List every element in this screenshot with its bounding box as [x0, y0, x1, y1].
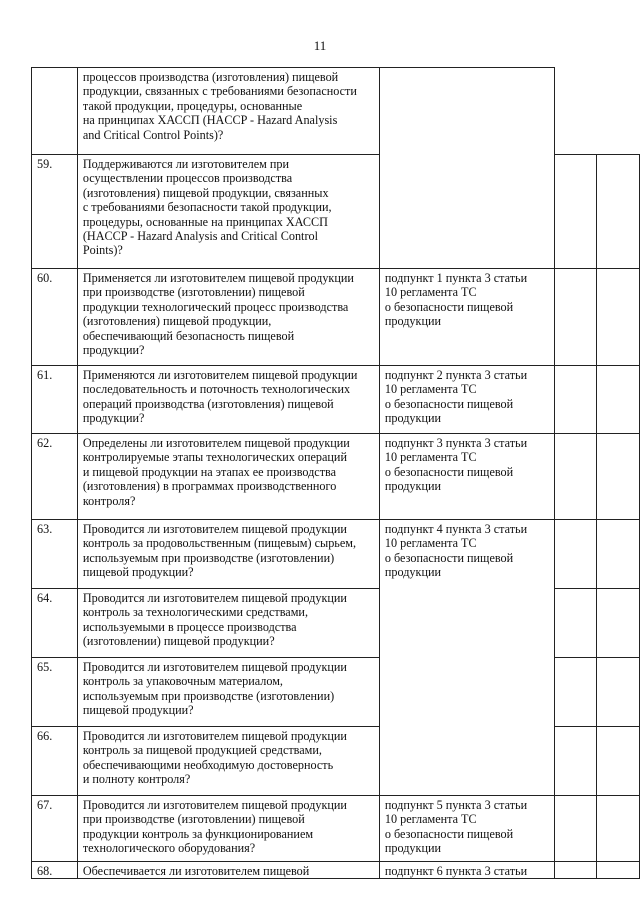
- question-line: Обеспечивается ли изготовителем пищевой: [82, 864, 310, 878]
- question-line: контроль за пищевой продукцией средствами,: [82, 743, 322, 758]
- requirement-reference-cell: [379, 366, 554, 434]
- question-line: продукции?: [82, 343, 145, 358]
- reference-line: о безопасности пищевой: [384, 396, 514, 411]
- answer-no-cell[interactable]: [596, 796, 639, 862]
- question-line: Проводится ли изготовителем пищевой продукции: [82, 591, 347, 605]
- answer-no-cell[interactable]: [596, 520, 639, 589]
- reference-line: подпункт 3 пункта 3 статьи: [384, 436, 528, 450]
- requirement-reference-cell: [379, 796, 554, 862]
- question-line: пищевой продукции?: [82, 703, 194, 718]
- question-cell: [77, 520, 379, 589]
- reference-line: о безопасности пищевой: [384, 464, 514, 479]
- question-line: Проводится ли изготовителем пищевой продукции: [82, 660, 347, 674]
- question-cell: [77, 796, 379, 862]
- table-row: [32, 862, 640, 879]
- question-line: продукции, связанных с требованиями безопасности: [82, 84, 357, 99]
- question-line: используемым при производстве (изготовлении): [82, 550, 335, 565]
- question-line: контроль за продовольственным (пищевым) сырьем,: [82, 536, 357, 551]
- question-line: Проводится ли изготовителем пищевой продукции: [82, 798, 347, 812]
- table-row: [32, 434, 640, 520]
- question-line: технологического оборудования?: [82, 841, 256, 856]
- question-line: (изготовления) пищевой продукции,: [82, 314, 272, 329]
- reference-line: о безопасности пищевой: [384, 826, 514, 841]
- question-line: используемым при производстве (изготовлении): [82, 688, 335, 703]
- question-line: Проводится ли изготовителем пищевой продукции: [82, 522, 347, 536]
- row-number: 60.: [32, 269, 78, 366]
- row-number: 68.: [32, 862, 78, 879]
- question-line: Применяется ли изготовителем пищевой продукции: [82, 271, 354, 285]
- requirement-reference-cell: [379, 434, 554, 520]
- question-line: операций производства (изготовления) пищевой: [82, 396, 334, 411]
- reference-line: продукции: [384, 479, 442, 494]
- answer-no-cell[interactable]: [596, 727, 639, 796]
- answer-yes-cell[interactable]: [554, 520, 596, 589]
- reference-line: продукции: [384, 314, 442, 329]
- reference-line: подпункт 6 пункта 3 статьи: [384, 864, 528, 878]
- page-number: 11: [313, 38, 327, 53]
- question-line: при производстве (изготовлении) пищевой: [82, 285, 305, 300]
- answer-no-cell[interactable]: [596, 155, 639, 269]
- row-number: 65.: [32, 658, 78, 727]
- question-line: Применяются ли изготовителем пищевой продукции: [82, 368, 358, 382]
- question-line: (изготовлении) пищевой продукции?: [82, 634, 275, 649]
- answer-no-cell[interactable]: [596, 366, 639, 434]
- answer-yes-cell[interactable]: [554, 589, 596, 658]
- answer-yes-cell[interactable]: [554, 155, 596, 269]
- question-cell: [77, 589, 379, 658]
- row-number: 66.: [32, 727, 78, 796]
- question-cell: [77, 269, 379, 366]
- question-line: продукции технологический процесс производства: [82, 299, 349, 314]
- reference-line: продукции: [384, 841, 442, 856]
- row-number: 62.: [32, 434, 78, 520]
- question-line: контроля?: [82, 493, 136, 508]
- answer-yes-cell[interactable]: [554, 366, 596, 434]
- reference-line: подпункт 5 пункта 3 статьи: [384, 798, 528, 812]
- table-row: [32, 796, 640, 862]
- answer-yes-cell[interactable]: [554, 658, 596, 727]
- question-line: Points)?: [82, 243, 123, 258]
- reference-line: подпункт 1 пункта 3 статьи: [384, 271, 528, 285]
- question-line: продукции контроль за функционированием: [82, 826, 314, 841]
- question-cell: [77, 434, 379, 520]
- question-cell: [77, 366, 379, 434]
- reference-line: подпункт 2 пункта 3 статьи: [384, 368, 528, 382]
- reference-line: продукции: [384, 565, 442, 580]
- question-line: Поддерживаются ли изготовителем при: [82, 157, 289, 171]
- row-number: 61.: [32, 366, 78, 434]
- question-line: продукции?: [82, 411, 145, 426]
- question-line: процедуры, основанные на принципах ХАССП: [82, 214, 328, 229]
- question-line: and Critical Control Points)?: [82, 127, 224, 142]
- question-cell: [77, 658, 379, 727]
- question-line: на принципах ХАССП (HACCP - Hazard Analysis: [82, 113, 338, 128]
- question-line: (HACCP - Hazard Analysis and Critical Control: [82, 229, 318, 244]
- question-line: обеспечивающими необходимую достоверность: [82, 757, 334, 772]
- answer-no-cell[interactable]: [596, 589, 639, 658]
- question-line: такой продукции, процедуры, основанные: [82, 98, 303, 113]
- checklist-table: [31, 67, 640, 879]
- row-number: 67.: [32, 796, 78, 862]
- reference-line: 10 регламента ТС: [384, 536, 477, 551]
- question-cell: [77, 68, 379, 155]
- question-line: с требованиями безопасности такой продукции,: [82, 200, 332, 215]
- answer-no-cell[interactable]: [596, 269, 639, 366]
- question-cell: [77, 155, 379, 269]
- answer-yes-cell[interactable]: [554, 862, 596, 879]
- answer-yes-cell[interactable]: [554, 269, 596, 366]
- question-line: обеспечивающий безопасность пищевой: [82, 328, 295, 343]
- question-line: контроль за упаковочным материалом,: [82, 674, 283, 689]
- reference-line: о безопасности пищевой: [384, 550, 514, 565]
- reference-line: 10 регламента ТС: [384, 285, 477, 300]
- question-line: (изготовления) в программах производственного: [82, 479, 337, 494]
- question-line: и полноту контроля?: [82, 772, 191, 787]
- question-line: используемыми в процессе производства: [82, 619, 297, 634]
- answer-no-cell[interactable]: [596, 658, 639, 727]
- reference-line: 10 регламента ТС: [384, 450, 477, 465]
- requirement-reference-cell: [379, 862, 554, 879]
- table-row: [32, 366, 640, 434]
- reference-line: продукции: [384, 411, 442, 426]
- question-line: при производстве (изготовлении) пищевой: [82, 812, 305, 827]
- requirement-reference-cell: [379, 68, 554, 269]
- reference-line: 10 регламента ТС: [384, 382, 477, 397]
- reference-line: 10 регламента ТС: [384, 812, 477, 827]
- answer-yes-cell[interactable]: [554, 727, 596, 796]
- table-row: [32, 520, 640, 589]
- question-line: (изготовления) пищевой продукции, связанных: [82, 185, 329, 200]
- question-cell: [77, 727, 379, 796]
- table-row: [32, 68, 640, 155]
- answer-no-cell[interactable]: [596, 434, 639, 520]
- question-line: пищевой продукции?: [82, 565, 194, 580]
- reference-line: подпункт 4 пункта 3 статьи: [384, 522, 528, 536]
- row-number: 59.: [32, 155, 78, 269]
- question-cell: [77, 862, 379, 879]
- requirement-reference-cell: [379, 520, 554, 796]
- reference-line: о безопасности пищевой: [384, 299, 514, 314]
- question-line: процессов производства (изготовления) пищевой: [82, 70, 339, 84]
- row-number: 64.: [32, 589, 78, 658]
- question-line: Проводится ли изготовителем пищевой продукции: [82, 729, 347, 743]
- table-row: [32, 269, 640, 366]
- question-line: контролируемые этапы технологических операций: [82, 450, 347, 465]
- question-line: Определены ли изготовителем пищевой продукции: [82, 436, 350, 450]
- blank-cell: [554, 68, 639, 155]
- question-line: осуществлении процессов производства: [82, 171, 293, 186]
- question-line: последовательность и поточность технологических: [82, 382, 351, 397]
- answer-yes-cell[interactable]: [554, 796, 596, 862]
- requirement-reference-cell: [379, 269, 554, 366]
- answer-yes-cell[interactable]: [554, 434, 596, 520]
- row-number: 63.: [32, 520, 78, 589]
- question-line: контроль за технологическими средствами,: [82, 605, 308, 620]
- answer-no-cell[interactable]: [596, 862, 639, 879]
- row-number: [32, 68, 78, 155]
- question-line: и пищевой продукции на этапах ее производства: [82, 464, 337, 479]
